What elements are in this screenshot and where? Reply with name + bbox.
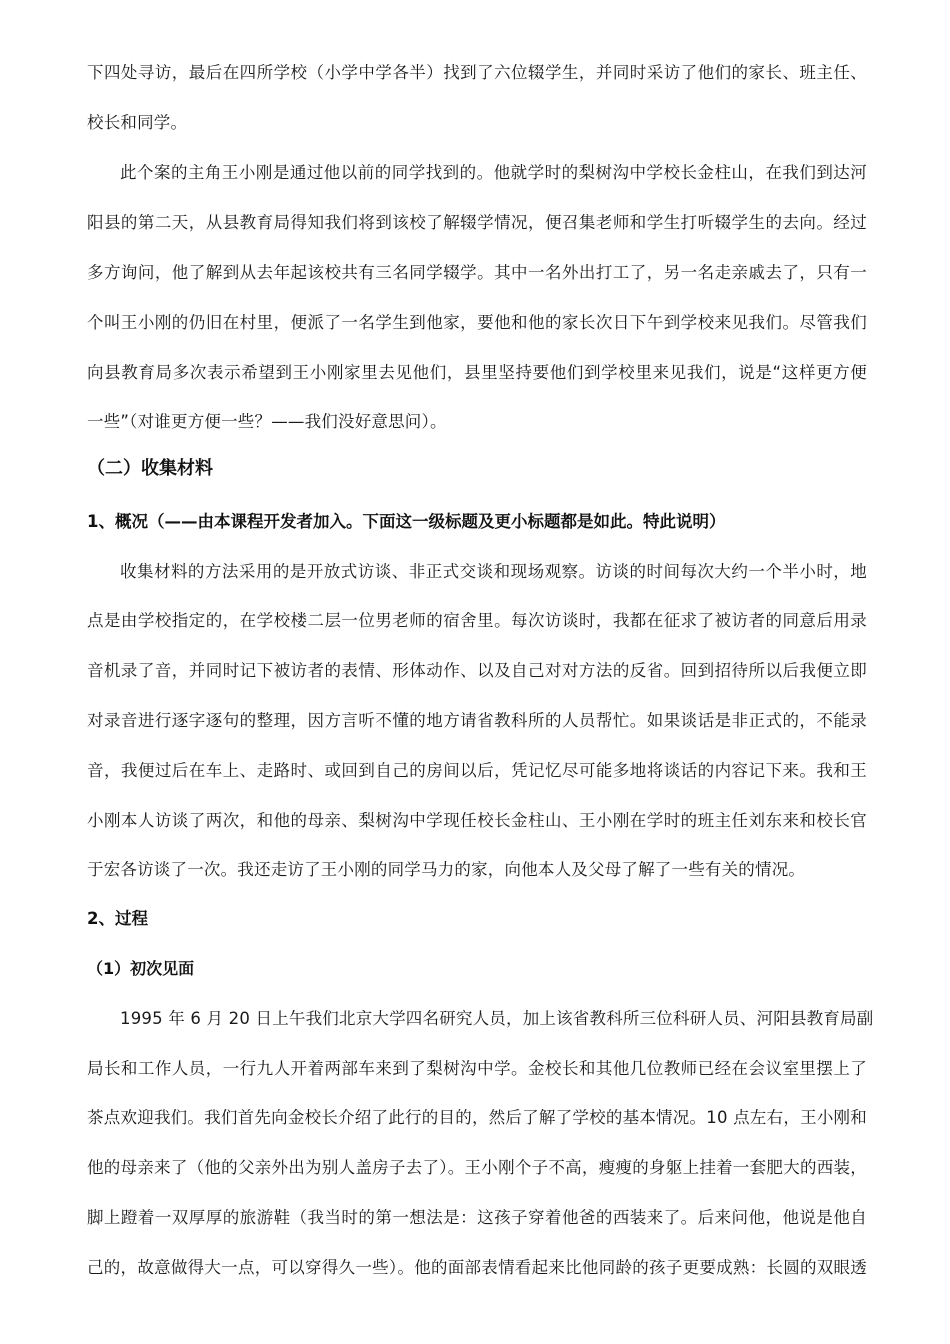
text-line: 一些”（对谁更方便一些？——我们没好意思问）。 (87, 412, 447, 431)
text-line: 局长和工作人员，一行九人开着两部车来到了梨树沟中学。金校长和其他几位教师已经在会议室里摆上了 (87, 1059, 867, 1078)
text-line: 1995 年 6 月 20 日上午我们北京大学四名研究人员，加上该省教科所三位科研人员、河阳县教育局副 (120, 1009, 874, 1028)
text-line: 己的，故意做得大一点，可以穿得久一些）。他的面部表情看起来比他同龄的孩子更要成熟：长圆的双眼透 (87, 1258, 867, 1277)
subheading-first-meeting: （1）初次见面 (87, 959, 195, 978)
text-line: 茶点欢迎我们。我们首先向金校长介绍了此行的目的，然后了解了学校的基本情况。10 点左右，王小刚和 (87, 1108, 867, 1127)
text-line: 多方询问，他了解到从去年起该校共有三名同学辍学。其中一名外出打工了，另一名走亲戚去了，只有一 (87, 263, 867, 282)
subheading-process: 2、过程 (87, 909, 148, 928)
text-line: 个叫王小刚的仍旧在村里，便派了一名学生到他家，要他和他的家长次日下午到学校来见我们。尽管我们 (87, 313, 867, 332)
subheading-overview: 1、概况（——由本课程开发者加入。下面这一级标题及更小标题都是如此。特此说明） (87, 512, 726, 531)
text-line: 音，我便过后在车上、走路时、或回到自己的房间以后，凭记忆尽可能多地将谈话的内容记下来。我和王 (87, 761, 867, 780)
text-line: 校长和同学。 (87, 113, 188, 132)
text-line: 于宏各访谈了一次。我还走访了王小刚的同学马力的家，向他本人及父母了解了一些有关的情况。 (87, 860, 806, 879)
text-line: 点是由学校指定的，在学校楼二层一位男老师的宿舍里。每次访谈时，我都在征求了被访者的同意后用录 (87, 611, 867, 630)
text-line: 脚上蹬着一双厚厚的旅游鞋（我当时的第一想法是：这孩子穿着他爸的西装来了。后来问他，他说是他自 (87, 1208, 867, 1227)
text-line: 收集材料的方法采用的是开放式访谈、非正式交谈和现场观察。访谈的时间每次大约一个半小时，地 (120, 562, 867, 581)
text-line: 小刚本人访谈了两次，和他的母亲、梨树沟中学现任校长金柱山、王小刚在学时的班主任刘东来和校长官 (87, 811, 867, 830)
text-line: 此个案的主角王小刚是通过他以前的同学找到的。他就学时的梨树沟中学校长金柱山，在我们到达河 (120, 163, 867, 182)
section-heading-collect-materials: （二）收集材料 (87, 458, 213, 479)
text-line: 阳县的第二天，从县教育局得知我们将到该校了解辍学情况，便召集老师和学生打听辍学生的去向。经过 (87, 213, 867, 232)
text-line: 他的母亲来了（他的父亲外出为别人盖房子去了）。王小刚个子不高，瘦瘦的身躯上挂着一套肥大的西装， (87, 1158, 867, 1177)
text-line: 向县教育局多次表示希望到王小刚家里去见他们，县里坚持要他们到学校里来见我们，说是“这样更方便 (87, 363, 867, 382)
text-line: 音机录了音，并同时记下被访者的表情、形体动作、以及自己对对方法的反省。回到招待所以后我便立即 (87, 661, 867, 680)
text-line: 下四处寻访，最后在四所学校（小学中学各半）找到了六位辍学生，并同时采访了他们的家长、班主任、 (87, 63, 867, 82)
text-line: 对录音进行逐字逐句的整理，因方言听不懂的地方请省教科所的人员帮忙。如果谈话是非正式的，不能录 (87, 711, 867, 730)
